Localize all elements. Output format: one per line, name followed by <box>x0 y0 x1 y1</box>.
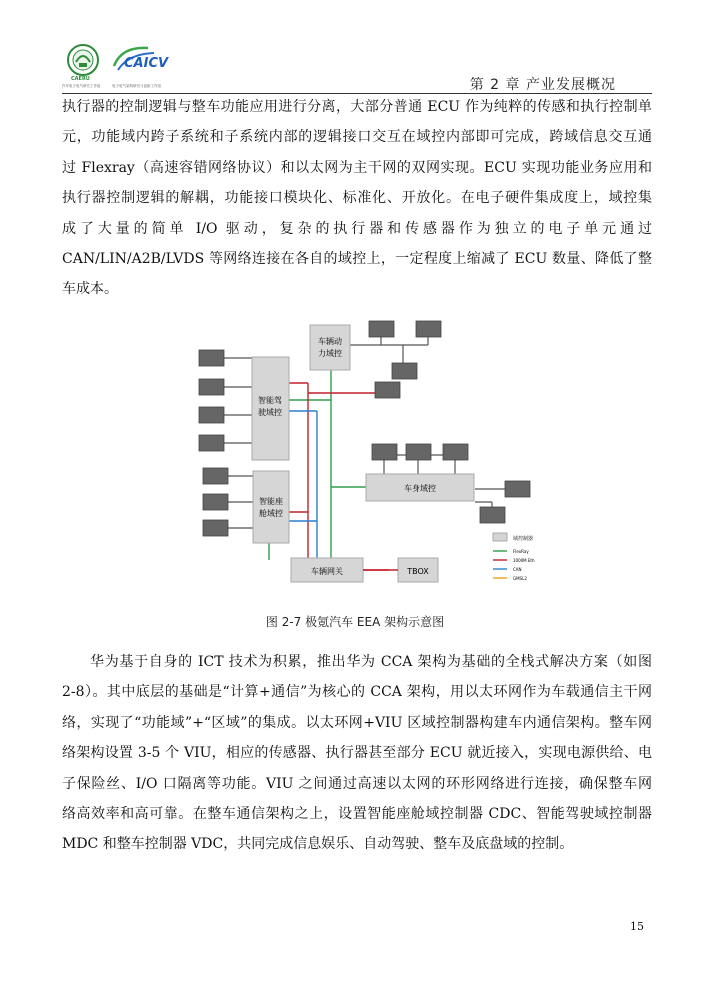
text-line: 元，功能域内跨子系统和子系统内部的逻辑接口交互在域控内部即可完成，跨域信息交互通 <box>62 129 652 146</box>
legend-label-domain: 域控制器 <box>513 536 534 542</box>
text-line: CAN/LIN/A2B/LVDS 等网络连接在各自的域控上，一定程度上缩减了 ECU 数量、降低了整 <box>62 250 652 267</box>
legend-label-eth: 1000M Eth <box>513 558 535 563</box>
text-line: 车成本。 <box>62 281 118 298</box>
text-line: 2-8）。其中底层的基础是“计算+通信”为核心的 CCA 架构，用以太环网作为车载通信主干网 <box>62 684 652 701</box>
text-line: 华为基于自身的 ICT 技术为积累，推出华为 CCA 架构为基础的全栈式解决方案（如图 <box>90 654 652 670</box>
text-line: 子保险丝、I/O 口隔离等功能。VIU 之间通过高速以太网的环形网络进行连接，确保整车网 <box>62 775 652 792</box>
body-domain-label: 车身域控 <box>404 484 436 493</box>
text-line: 执行器控制逻辑的解耦，功能接口模块化、标准化、开放化。在电子硬件集成度上，域控集 <box>62 190 652 207</box>
page-header <box>62 40 652 96</box>
gateway-label: 车辆网关 <box>311 567 343 576</box>
figure-caption: 图 2-7 极氪汽车 EEA 架构示意图 <box>265 615 445 629</box>
legend-label-gmsl2: GMSL2 <box>513 576 527 581</box>
text-line: 过 Flexray（高速容错网络协议）和以太网为主干网的双网实现。ECU 实现功能业务应用和 <box>62 159 652 176</box>
cockpit-label-2: 舱域控 <box>259 509 283 518</box>
chapter-title: 第 2 章 产业发展概况 <box>469 77 616 93</box>
cockpit-domain-box <box>253 471 289 543</box>
text-line: MDC 和整车控制器 VDC，共同完成信息娱乐、自动驾驶、整车及底盘域的控制。 <box>62 836 574 853</box>
caicv-logo-text: CAICV <box>124 56 169 71</box>
page-number: 15 <box>630 920 644 933</box>
caeru-caption: 汽车电子电气研究工作组 <box>62 84 101 88</box>
powertrain-label-1: 车辆动 <box>318 337 342 346</box>
caeru-logo-text: CAERU <box>71 76 90 82</box>
text-line: 执行器的控制逻辑与整车功能应用进行分离，大部分普通 ECU 作为纯粹的传感和执行控制单 <box>62 99 652 115</box>
powertrain-label-2: 力域控 <box>318 349 342 358</box>
paragraph-huawei-cca <box>62 647 652 860</box>
tbox-label: TBOX <box>407 567 429 576</box>
powertrain-domain-box <box>310 325 350 370</box>
caeru-logo <box>68 45 98 75</box>
legend-label-flexray: FlexRay <box>513 549 529 554</box>
text-line: 络高效率和高可靠。在整车通信架构之上，设置智能座舱域控制器 CDC、智能驾驶域控制器 <box>62 805 652 822</box>
adas-label-2: 驶域控 <box>258 408 282 417</box>
paragraph-eea-intro <box>62 92 652 305</box>
legend-label-can: CAN <box>513 567 522 572</box>
caicv-caption: 电子电气架构研究与创新工作组 <box>112 84 161 88</box>
eea-architecture-diagram <box>185 311 545 586</box>
legend-swatch-domain <box>493 533 507 541</box>
text-line: 成了大量的简单 I/O 驱动，复杂的执行器和传感器作为独立的电子单元通过 <box>62 220 652 237</box>
text-line: 络架构设置 3-5 个 VIU，相应的传感器、执行器甚至部分 ECU 就近接入，实现电源供给、电 <box>62 745 652 762</box>
text-line: 络，实现了“功能域”+“区域”的集成。以太环网+VIU 区域控制器构建车内通信架构。整车网 <box>62 714 652 731</box>
cockpit-label-1: 智能座 <box>259 497 283 506</box>
adas-label-1: 智能驾 <box>258 396 282 405</box>
